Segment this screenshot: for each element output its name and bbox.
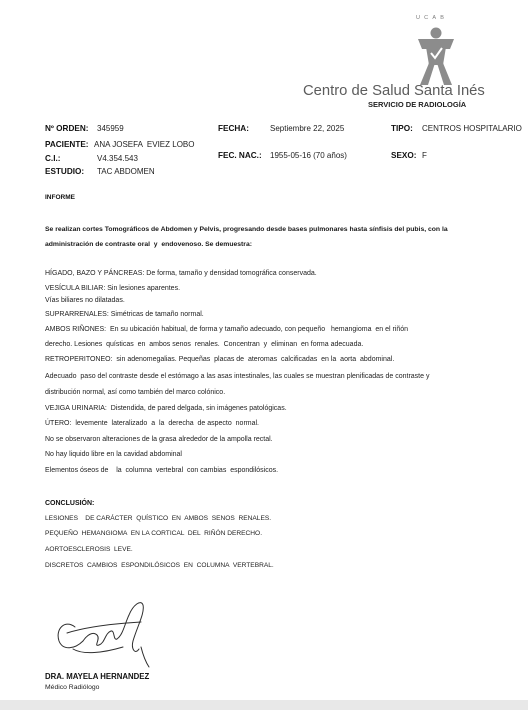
conclusion-line: LESIONES DE CARÁCTER QUÍSTICO EN AMBOS SENOS RENALES. (45, 515, 272, 522)
finding-line: distribución normal, así como también del marco colónico. (45, 389, 226, 396)
finding-line: VEJIGA URINARIA: Distendida, de pared delgada, sin imágenes patológicas. (45, 405, 287, 412)
finding-line: RETROPERITONEO: sin adenomegalias. Pequeñas placas de ateromas calcificadas en la aorta abdominal. (45, 356, 395, 363)
sex-value: F (422, 151, 427, 160)
finding-line: VESÍCULA BILIAR: Sin lesiones aparentes. (45, 285, 181, 292)
intro-line: administración de contraste oral y endovenoso. Se demuestra: (45, 241, 252, 248)
type-value: CENTROS HOSPITALARIO (422, 124, 522, 133)
order-label: Nº ORDEN: (45, 124, 89, 133)
order-value: 345959 (97, 124, 124, 133)
finding-line: derecho. Lesiones quísticas en ambos senos renales. Concentran y eliminan en forma adecuada. (45, 341, 364, 348)
finding-line: AMBOS RIÑONES: En su ubicación habitual, de forma y tamaño adecuado, con pequeño hemangioma en el riñón (45, 326, 409, 333)
patient-value: ANA JOSEFA EVIEZ LOBO (94, 140, 195, 149)
finding-line: No se observaron alteraciones de la grasa alrededor de la ampolla rectal. (45, 436, 273, 443)
sex-label: SEXO: (391, 151, 417, 160)
patient-label: PACIENTE: (45, 140, 89, 149)
page-bottom-edge (0, 700, 528, 710)
finding-line: ÚTERO: levemente lateralizado a la derecha de aspecto normal. (45, 420, 259, 427)
birth-date-value: 1955-05-16 (70 años) (270, 151, 347, 160)
finding-line: HÍGADO, BAZO Y PÁNCREAS: De forma, tamaño y densidad tomográfica conservada. (45, 270, 317, 277)
conclusion-line: AORTOESCLEROSIS LEVE. (45, 546, 133, 553)
id-label: C.I.: (45, 154, 61, 163)
center-name: Centro de Salud Santa Inés (303, 83, 485, 99)
date-label: FECHA: (218, 124, 249, 133)
finding-line: Elementos óseos de la columna vertebral con cambias espondilósicos. (45, 467, 279, 474)
study-label: ESTUDIO: (45, 167, 85, 176)
date-value: Septiembre 22, 2025 (270, 124, 345, 133)
id-value: V4.354.543 (97, 154, 138, 163)
intro-line: Se realizan cortes Tomográficos de Abdomen y Pelvis, progresando desde bases pulmonares hasta sínfisis del pubis, con la (45, 226, 448, 233)
department-name: SERVICIO DE RADIOLOGÍA (368, 100, 467, 109)
handwritten-signature (53, 597, 153, 669)
finding-line: Adecuado paso del contraste desde el estómago a las asas intestinales, las cuales se muestran plenificadas de contraste y (45, 373, 430, 380)
doctor-title: Médico Radiólogo (45, 684, 100, 691)
finding-line: No hay liquido libre en la cavidad abdominal (45, 451, 182, 458)
conclusion-line: PEQUEÑO HEMANGIOMA EN LA CORTICAL DEL RIÑÓN DERECHO. (45, 530, 263, 537)
type-label: TIPO: (391, 124, 413, 133)
finding-line: Vías biliares no dilatadas. (45, 297, 125, 304)
birth-date-label: FEC. NAC.: (218, 151, 262, 160)
report-heading: INFORME (45, 194, 75, 201)
conclusion-heading: CONCLUSIÓN: (45, 500, 95, 507)
finding-line: SUPRARRENALES: Simétricas de tamaño normal. (45, 311, 204, 318)
conclusion-line: DISCRETOS CAMBIOS ESPONDILÓSICOS EN COLUMNA VERTEBRAL. (45, 562, 274, 569)
doctor-name: DRA. MAYELA HERNANDEZ (45, 672, 150, 681)
logo-text: UCAB (416, 15, 449, 21)
ucab-figure-logo-icon (416, 25, 456, 85)
study-value: TAC ABDOMEN (97, 167, 155, 176)
